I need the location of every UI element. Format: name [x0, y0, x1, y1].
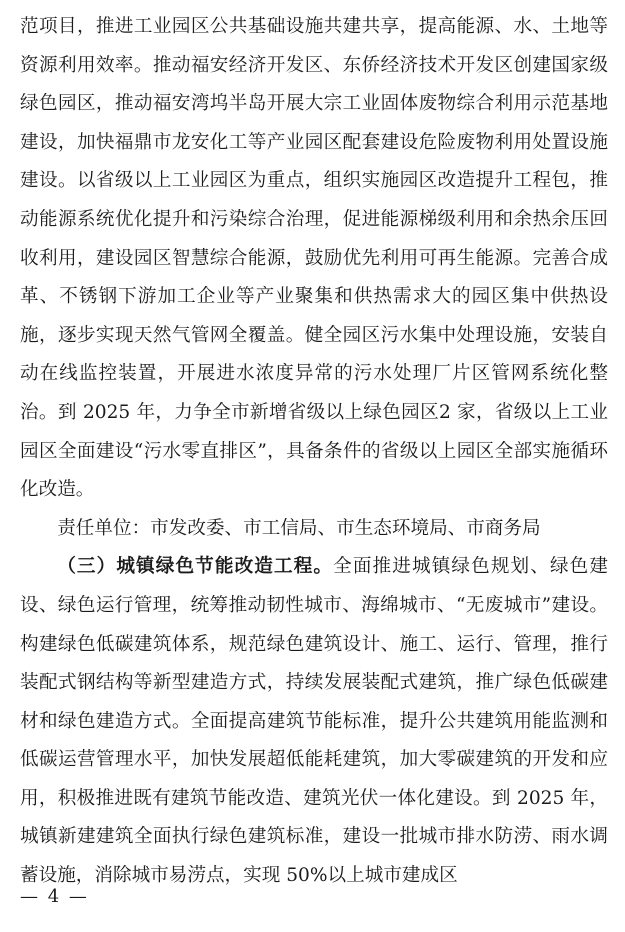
section-3-paragraph: [20, 548, 608, 895]
page-number: — 4 —: [20, 886, 89, 907]
responsible-units: 责任单位：市发改委、市工信局、市生态环境局、市商务局: [57, 517, 541, 539]
document-page: [20, 8, 608, 896]
paragraph-industrial-parks: 范项目，推进工业园区公共基础设施共建共享，提高能源、水、土地等资源利用效率。推动福安经济开发区、东侨经济技术开发区创建国家级绿色园区，推动福安湾坞半岛开展大宗工业固体废物综合利用示范基地建设，加快福鼎市龙安化工等产业园区配套建设危险废物利用处置设施建设。以省级以上工业园区为重点，组织实施园区改造提升工程包，推动能源系统优化提升和污染综合治理，促进能源梯级利用和余热余压回收利用，建设园区智慧综合能源，鼓励优先利用可再生能源。完善合成革、不锈钢下游加工企业等产业聚集和供热需求大的园区集中供热设施，逐步实现天然气管网全覆盖。健全园区污水集中处理设施，安装自动在线监控装置，开展进水浓度异常的污水处理厂片区管网系统化整治。到 2025 年，力争全市新增省级以上绿色园区2 家，省级以上工业园区全面建设“污水零直排区”，具备条件的省级以上园区全部实施循环化改造。: [20, 16, 608, 501]
section-3-body: 全面推进城镇绿色规划、绿色建设、绿色运行管理，统筹推动韧性城市、海绵城市、“无废城市”建设。构建绿色低碳建筑体系，规范绿色建筑设计、施工、运行、管理，推行装配式钢结构等新型建造方式，持续发展装配式建筑，推广绿色低碳建材和绿色建造方式。全面提高建筑节能标准，提升公共建筑用能监测和低碳运营管理水平，加快发展超低能耗建筑，加大零碳建筑的开发和应用，积极推进既有建筑节能改造、建筑光伏一体化建设。到 2025 年，城镇新建建筑全面执行绿色建筑标准，建设一批城市排水防涝、雨水调蓄设施，消除城市易涝点，实现 50%以上城市建成区: [20, 556, 608, 887]
section-3-heading: （三）城镇绿色节能改造工程。: [57, 556, 334, 578]
